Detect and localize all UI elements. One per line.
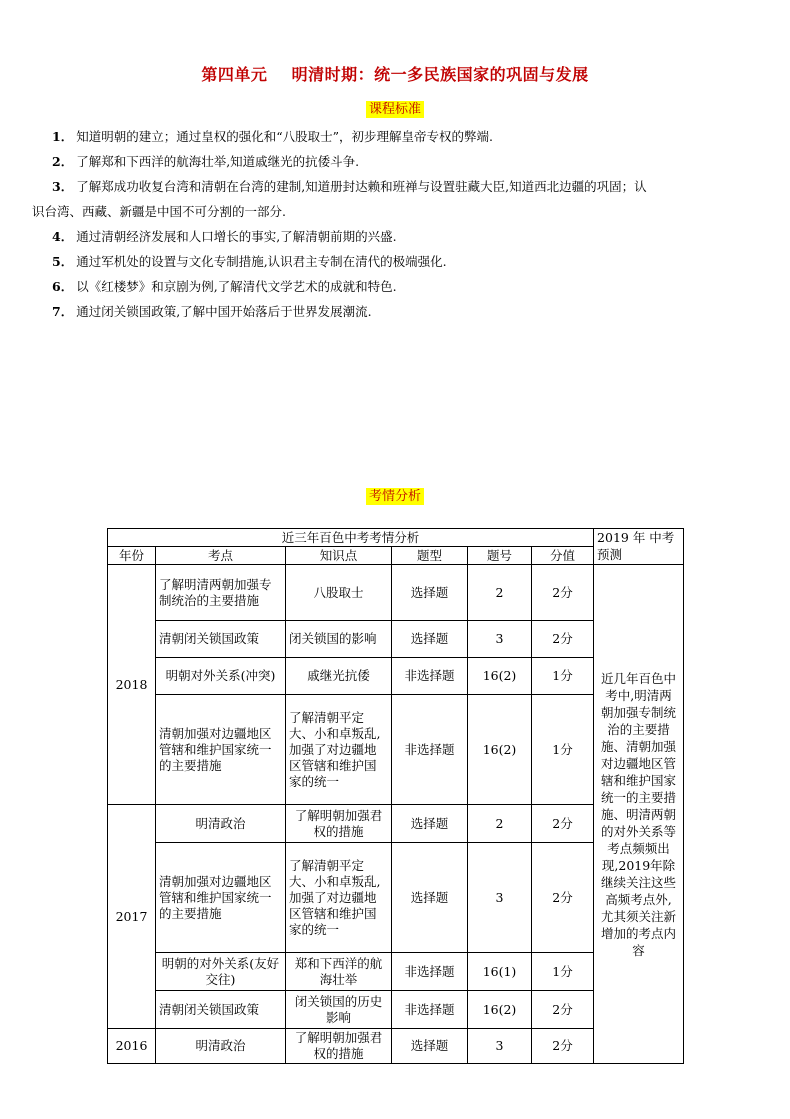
table-row: 清朝闭关锁国政策 闭关锁国的历史影响 非选择题 16(2) 2分 <box>108 991 684 1029</box>
section-heading-analysis-text: 考情分析 <box>366 488 424 505</box>
header-year: 年份 <box>108 547 156 565</box>
table-row: 2018 了解明清两朝加强专制统治的主要措施 八股取士 选择题 2 2分 近几年百色中考中,明清两朝加强专制统治的主要措施、清朝加强对边疆地区管辖和维护国家统一的主要措施、明清两朝的对外关系等考点频频出现,2019年除继续关注这些高频考点外,尤其须关注新增加的考点内容 <box>108 565 684 621</box>
table-row: 清朝闭关锁国政策 闭关锁国的影响 选择题 3 2分 <box>108 621 684 658</box>
year-cell: 2018 <box>108 565 156 805</box>
list-item: 3． 了解郑成功收复台湾和清朝在台湾的建制,知道册封达赖和班禅与设置驻藏大臣,知道西北边疆的巩固；认 识台湾、西藏、新疆是中国不可分割的一部分. <box>32 179 647 219</box>
unit-title: 第四单元 明清时期：统一多民族国家的巩固与发展 <box>201 65 589 84</box>
table-row: 明朝对外关系(冲突) 戚继光抗倭 非选择题 16(2) 1分 <box>108 658 684 695</box>
prediction-text: 近几年百色中考中,明清两朝加强专制统治的主要措施、清朝加强对边疆地区管辖和维护国家统一的主要措施、明清两朝的对外关系等考点频频出现,2019年除继续关注这些高频考点外,尤其须关注新增加的考点内容 <box>594 565 684 1064</box>
list-item: 5． 通过军机处的设置与文化专制措施,认识君主专制在清代的极端强化. <box>52 254 447 269</box>
standards-list <box>32 124 752 324</box>
table-row: 清朝加强对边疆地区管辖和维护国家统一的主要措施 了解清朝平定大、小和卓叛乱,加强了对边疆地区管辖和维护国家的统一 选择题 3 2分 <box>108 843 684 953</box>
exam-analysis-table <box>107 528 684 1064</box>
table-row: 2016 明清政治 了解明朝加强君权的措施 选择题 3 2分 <box>108 1029 684 1064</box>
year-cell: 2016 <box>108 1029 156 1064</box>
section-heading-standards <box>0 98 790 117</box>
table-caption: 近三年百色中考考情分析 <box>108 529 594 547</box>
list-item: 2． 了解郑和下西洋的航海壮举,知道戚继光的抗倭斗争. <box>52 154 360 169</box>
section-heading-analysis <box>0 485 790 504</box>
list-item: 6． 以《红楼梦》和京剧为例,了解清代文学艺术的成就和特色. <box>52 279 397 294</box>
table-row: 明朝的对外关系(友好交往) 郑和下西洋的航海壮举 非选择题 16(1) 1分 <box>108 953 684 991</box>
year-cell: 2017 <box>108 805 156 1029</box>
section-heading-standards-text: 课程标准 <box>366 101 424 118</box>
header-score: 分值 <box>532 547 594 565</box>
header-type: 题型 <box>392 547 468 565</box>
header-topic: 考点 <box>156 547 286 565</box>
table-row: 清朝加强对边疆地区管辖和维护国家统一的主要措施 了解清朝平定大、小和卓叛乱,加强了对边疆地区管辖和维护国家的统一 非选择题 16(2) 1分 <box>108 695 684 805</box>
list-item: 1． 知道明朝的建立；通过皇权的强化和“八股取士”，初步理解皇帝专权的弊端. <box>52 129 493 144</box>
table-row: 2017 明清政治 了解明朝加强君权的措施 选择题 2 2分 <box>108 805 684 843</box>
header-point: 知识点 <box>286 547 392 565</box>
list-item: 7． 通过闭关锁国政策,了解中国开始落后于世界发展潮流. <box>52 304 372 319</box>
prediction-header: 2019 年 中考预测 <box>594 529 684 565</box>
header-number: 题号 <box>468 547 532 565</box>
list-item: 4． 通过清朝经济发展和人口增长的事实,了解清朝前期的兴盛. <box>52 229 397 244</box>
